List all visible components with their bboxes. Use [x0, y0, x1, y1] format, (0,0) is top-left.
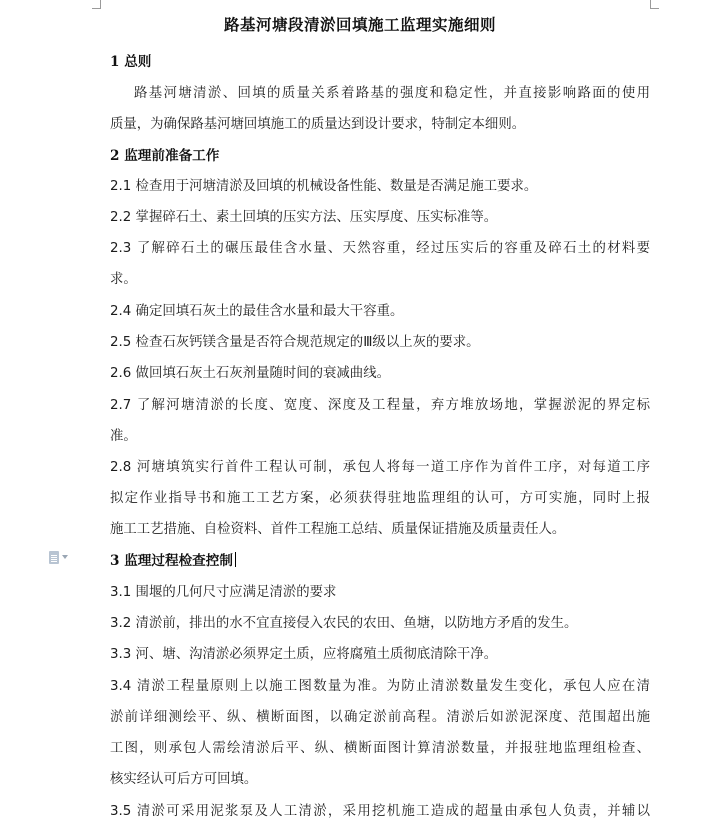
document-options-icon[interactable]	[49, 550, 79, 564]
paragraph-line[interactable]: 工图，则承包人需绘清淤后平、纵、横断面图计算清淤数量，并报驻地监理组检查、	[110, 741, 650, 756]
paragraph-line[interactable]: 3.5 清淤可采用泥浆泵及人工清淤，采用挖机施工造成的超量由承包人负责，并辅以	[110, 804, 650, 819]
paragraph-line[interactable]: 准。	[110, 429, 137, 444]
paragraph-line[interactable]: 2.1 检查用于河塘清淤及回填的机械设备性能、数量是否满足施工要求。	[110, 179, 538, 194]
section-heading-1[interactable]: 1 总则	[110, 54, 152, 70]
section-heading-3-text: 3 监理过程检查控制	[110, 553, 233, 569]
crop-mark-top-left	[92, 0, 101, 9]
text-cursor	[235, 552, 236, 567]
paragraph-line[interactable]: 施工工艺措施、自检资料、首件工程施工总结、质量保证措施及质量责任人。	[110, 522, 566, 537]
document-icon	[49, 551, 59, 564]
paragraph-line[interactable]: 2.2 掌握碎石土、素土回填的压实方法、压实厚度、压实标准等。	[110, 210, 498, 225]
paragraph-line[interactable]: 2.8 河塘填筑实行首件工程认可制，承包人将每一道工序作为首件工序，对每道工序	[110, 460, 650, 475]
paragraph-line[interactable]: 拟定作业指导书和施工工艺方案，必须获得驻地监理组的认可，方可实施，同时上报	[110, 491, 650, 506]
section-heading-2[interactable]: 2 监理前准备工作	[110, 148, 220, 164]
paragraph-line[interactable]: 3.4 清淤工程量原则上以施工图数量为准。为防止清淤数量发生变化，承包人应在清	[110, 679, 650, 694]
section-heading-3[interactable]	[110, 551, 650, 571]
paragraph-line[interactable]: 2.4 确定回填石灰土的最佳含水量和最大干容重。	[110, 304, 404, 319]
paragraph-line[interactable]: 核实经认可后方可回填。	[110, 772, 258, 787]
paragraph-line[interactable]: 3.2 清淤前，排出的水不宜直接侵入农民的农田、鱼塘，以防地方矛盾的发生。	[110, 616, 578, 631]
crop-mark-top-right	[650, 0, 659, 9]
paragraph-line[interactable]: 2.6 做回填石灰土石灰剂量随时间的衰减曲线。	[110, 366, 390, 381]
paragraph-line[interactable]: 3.3 河、塘、沟清淤必须界定土质，应将腐殖土质彻底清除干净。	[110, 647, 498, 662]
document-title[interactable]: 路基河塘段清淤回填施工监理实施细则	[223, 15, 496, 34]
paragraph-line[interactable]: 3.1 围堰的几何尺寸应满足清淤的要求	[110, 585, 337, 600]
paragraph-line[interactable]: 2.3 了解碎石土的碾压最佳含水量、天然容重，经过压实后的容重及碎石土的材料要	[110, 241, 650, 256]
paragraph-line[interactable]: 2.5 检查石灰钙镁含量是否符合规范规定的Ⅲ级以上灰的要求。	[110, 335, 480, 350]
paragraph-line[interactable]: 路基河塘清淤、回填的质量关系着路基的强度和稳定性，并直接影响路面的使用	[134, 86, 650, 101]
paragraph-line[interactable]: 质量，为确保路基河塘回填施工的质量达到设计要求，特制定本细则。	[110, 117, 526, 132]
paragraph-line[interactable]: 求。	[110, 272, 137, 287]
paragraph-line[interactable]: 2.7 了解河塘清淤的长度、宽度、深度及工程量，弃方堆放场地，掌握淤泥的界定标	[110, 398, 650, 413]
dropdown-caret-icon	[62, 555, 68, 559]
paragraph-line[interactable]: 淤前详细测绘平、纵、横断面图，以确定淤前高程。清淤后如淤泥深度、范围超出施	[110, 710, 650, 725]
